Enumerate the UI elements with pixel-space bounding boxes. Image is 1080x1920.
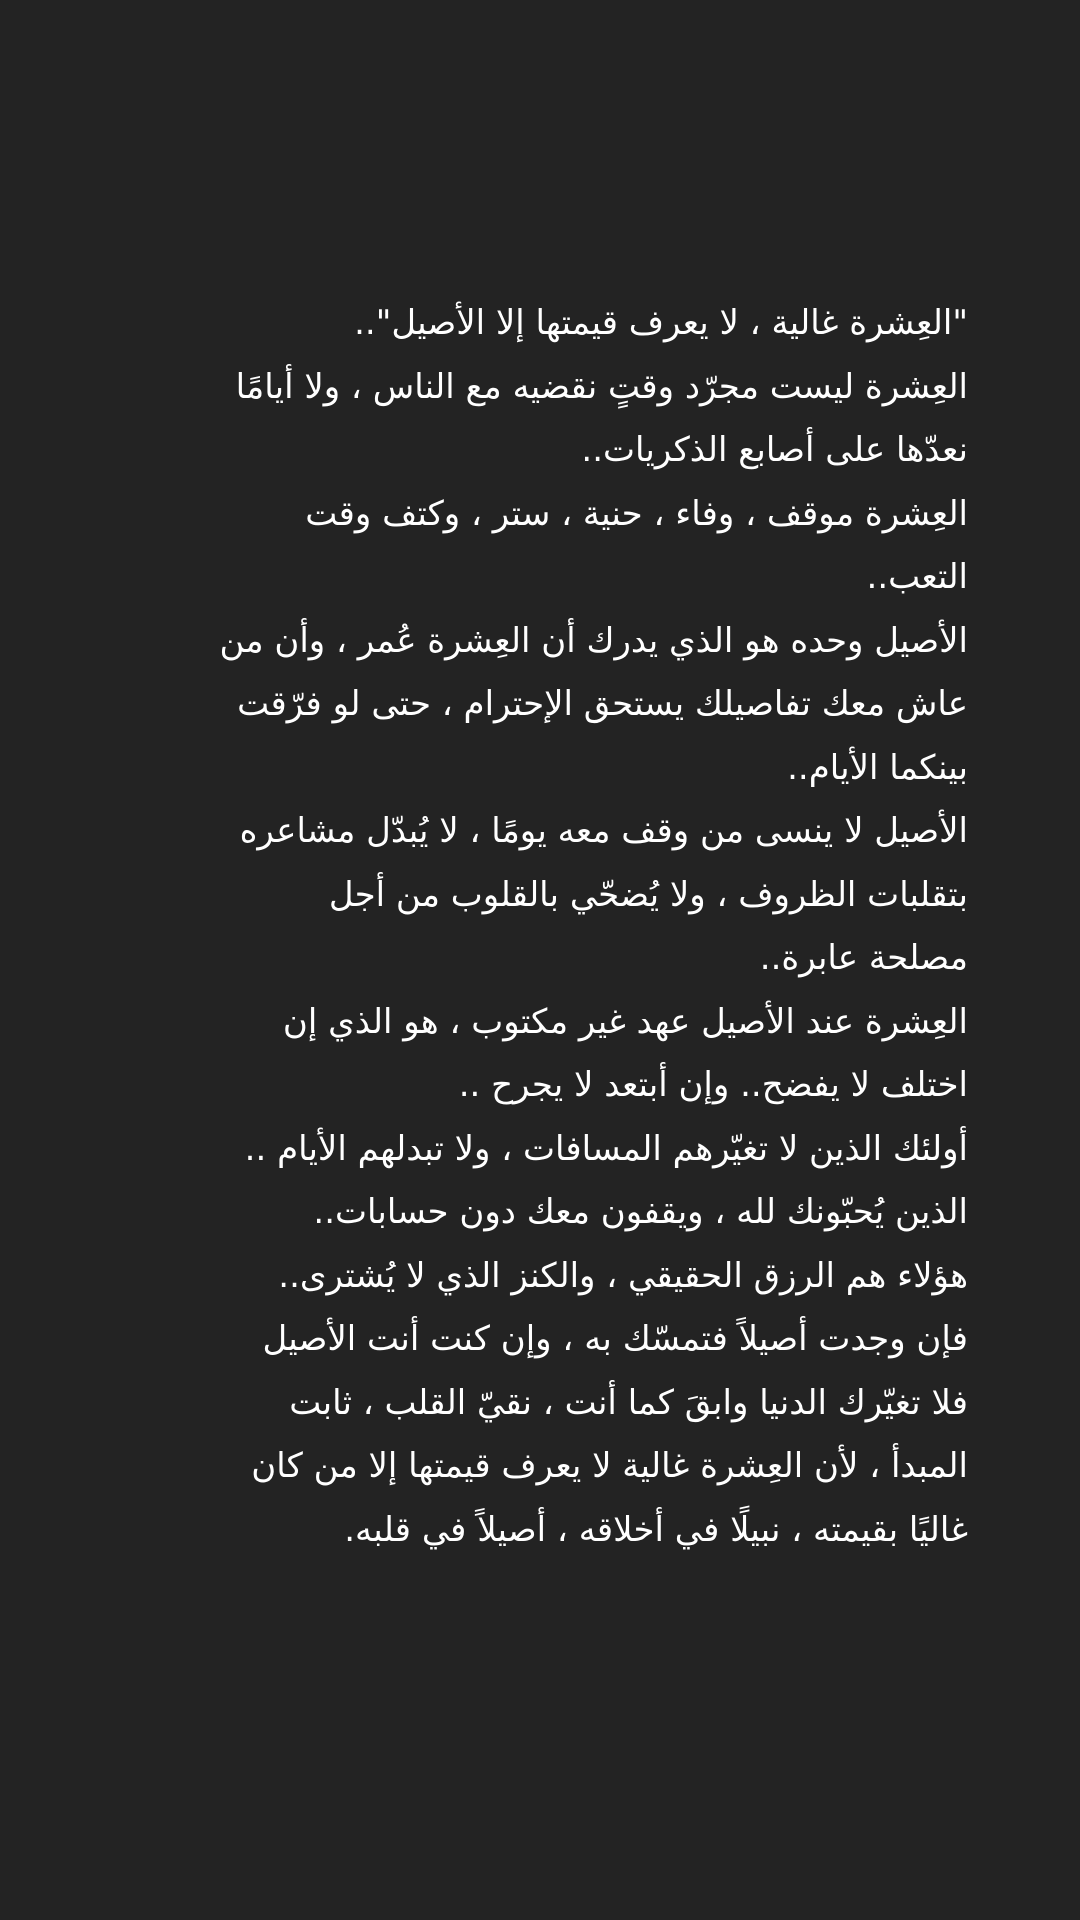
note-line: اختلف لا يفضح.. وإن أبتعد لا يجرح .. bbox=[458, 1065, 968, 1105]
note-line: أولئك الذين لا تغيّرهم المسافات ، ولا تبدلهم الأيام .. bbox=[244, 1128, 968, 1169]
note-line: "العِشرة غالية ، لا يعرف قيمتها إلا الأصيل".. bbox=[354, 303, 968, 343]
note-line: فلا تغيّرك الدنيا وابقَ كما أنت ، نقيّ القلب ، ثابت bbox=[289, 1382, 968, 1423]
note-line: العِشرة عند الأصيل عهد غير مكتوب ، هو الذي إن bbox=[282, 1001, 968, 1042]
note-line: هؤلاء هم الرزق الحقيقي ، والكنز الذي لا يُشترى.. bbox=[278, 1255, 968, 1296]
note-line: فإن وجدت أصيلاً فتمسّك به ، وإن كنت أنت الأصيل bbox=[262, 1319, 968, 1359]
note-line: العِشرة ليست مجرّد وقتٍ نقضيه مع الناس ، ولا أيامًا bbox=[235, 366, 968, 407]
note-line: الذين يُحبّونك لله ، ويقفون معك دون حسابات.. bbox=[313, 1192, 968, 1232]
note-line: الأصيل لا ينسى من وقف معه يومًا ، لا يُبدّل مشاعره bbox=[239, 811, 968, 851]
note-line: التعب.. bbox=[866, 557, 968, 597]
note-line: عاش معك تفاصيلك يستحق الإحترام ، حتى لو فرّقت bbox=[237, 684, 968, 724]
note-line: مصلحة عابرة.. bbox=[759, 938, 968, 978]
note-line: غاليًا بقيمته ، نبيلًا في أخلاقه ، أصيلاً في قلبه. bbox=[344, 1509, 968, 1550]
note-text-block bbox=[148, 292, 968, 1562]
note-line: بينكما الأيام.. bbox=[787, 747, 968, 788]
note-line: المبدأ ، لأن العِشرة غالية لا يعرف قيمتها إلا من كان bbox=[251, 1446, 968, 1486]
note-line: بتقلبات الظروف ، ولا يُضحّي بالقلوب من أجل bbox=[328, 874, 968, 915]
note-line: نعدّها على أصابع الذكريات.. bbox=[581, 430, 968, 470]
note-line: الأصيل وحده هو الذي يدرك أن العِشرة عُمر ، وأن من bbox=[219, 620, 968, 661]
note-line: العِشرة موقف ، وفاء ، حنية ، ستر ، وكتف وقت bbox=[305, 493, 968, 534]
